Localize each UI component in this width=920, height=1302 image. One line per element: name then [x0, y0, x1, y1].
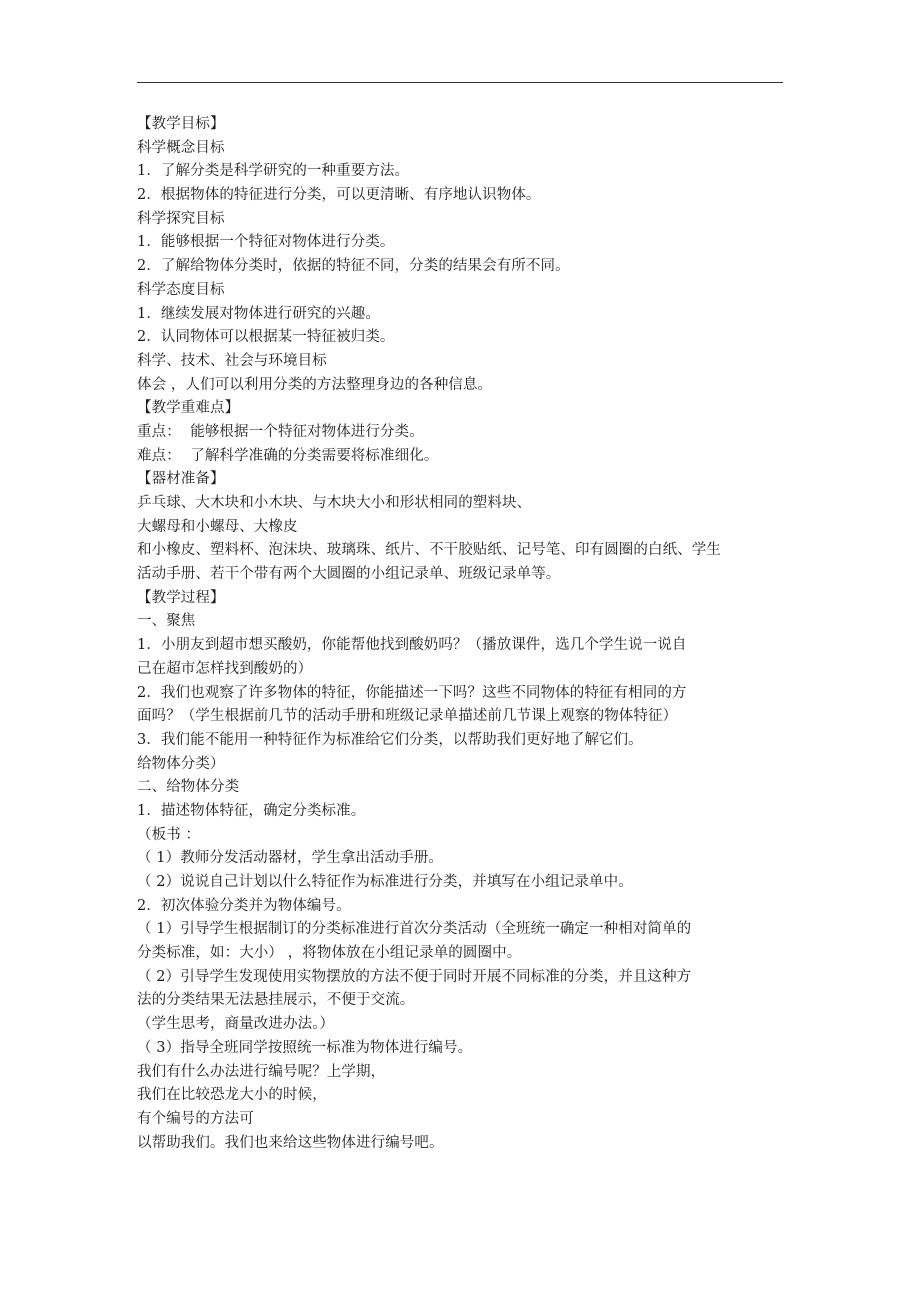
- text-line: 1．了解分类是科学研究的一种重要方法。: [137, 163, 410, 180]
- text-line: （ 1）引导学生根据制订的分类标准进行首次分类活动（全班统一确定一种相对简单的: [137, 921, 692, 938]
- text-line: 【教学目标】: [137, 116, 225, 132]
- text-line: 以帮助我们。我们也来给这些物体进行编号吧。: [137, 1134, 444, 1151]
- text-line: 一、聚焦: [137, 613, 196, 630]
- text-line: 和小橡皮、塑料杯、泡沫块、玻璃珠、纸片、不干胶贴纸、记号笔、印有圆圈的白纸、学生: [137, 542, 721, 559]
- text-line: 2．认同物体可以根据某一特征被归类。: [137, 329, 395, 346]
- text-line: 1．继续发展对物体进行研究的兴趣。: [137, 305, 380, 322]
- header-rule: [137, 82, 783, 83]
- text-line: 大螺母和小螺母、大橡皮: [137, 518, 298, 535]
- text-line: 1．小朋友到超市想买酸奶，你能帮他找到酸奶吗？（播放课件，选几个学生说一说自: [137, 637, 687, 654]
- text-line: 3．我们能不能用一种特征作为标准给它们分类，以帮助我们更好地了解它们。: [137, 731, 643, 748]
- text-line: 2．初次体验分类并为物体编号。: [137, 897, 351, 914]
- text-line: 【教学过程】: [137, 589, 225, 606]
- text-line: 2．我们也观察了许多物体的特征，你能描述一下吗？这些不同物体的特征有相同的方: [137, 684, 687, 701]
- text-line: 有个编号的方法可: [137, 1110, 254, 1127]
- text-line: 面吗？（学生根据前几节的活动手册和班级记录单描述前几节课上观察的物体特征）: [137, 708, 678, 725]
- document-body: [137, 113, 787, 1155]
- text-line: 我们在比较恐龙大小的时候，: [137, 1087, 327, 1104]
- text-line: 科学、技术、社会与环境目标: [137, 352, 327, 369]
- text-line: 【器材准备】: [137, 471, 225, 488]
- text-line: 难点： 了解科学准确的分类需要将标准细化。: [137, 447, 439, 464]
- text-line: （ 1）教师分发活动器材，学生拿出活动手册。: [137, 850, 444, 867]
- text-line: 科学探究目标: [137, 210, 225, 227]
- text-line: （ 2）说说自己计划以什么特征作为标准进行分类，并填写在小组记录单中。: [137, 874, 633, 890]
- text-line: 2．根据物体的特征进行分类，可以更清晰、有序地认识物体。: [137, 187, 541, 204]
- text-line: 乒乓球、大木块和小木块、与木块大小和形状相同的塑料块、: [137, 495, 532, 511]
- text-line: 科学态度目标: [137, 281, 225, 298]
- text-line: 【教学重难点】: [137, 400, 240, 417]
- text-line: 己在超市怎样找到酸奶的）: [137, 660, 313, 677]
- text-line: 体会 ，人们可以利用分类的方法整理身边的各种信息。: [137, 376, 493, 393]
- text-line: （ 2）引导学生发现使用实物摆放的方法不便于同时开展不同标准的分类，并且这种方: [137, 968, 692, 985]
- text-line: （学生思考，商量改进办法。）: [137, 1016, 335, 1033]
- text-line: 活动手册、若干个带有两个大圆圈的小组记录单、班级记录单等。: [137, 566, 561, 583]
- text-line: 重点： 能够根据一个特征对物体进行分类。: [137, 423, 424, 440]
- text-line: 分类标准，如：大小） ，将物体放在小组记录单的圆圈中。: [137, 945, 522, 962]
- text-line: （板书 ：: [137, 826, 201, 843]
- text-line: 1．描述物体特征，确定分类标准。: [137, 802, 366, 819]
- text-line: 给物体分类）: [137, 755, 225, 772]
- text-line: 法的分类结果无法悬挂展示，不便于交流。: [137, 992, 415, 1009]
- text-line: （ 3）指导全班同学按照统一标准为物体进行编号。: [137, 1039, 473, 1056]
- text-line: 二、给物体分类: [137, 779, 240, 796]
- text-line: 科学概念目标: [137, 139, 225, 156]
- text-line: 1．能够根据一个特征对物体进行分类。: [137, 234, 395, 251]
- text-line: 2．了解给物体分类时，依据的特征不同，分类的结果会有所不同。: [137, 258, 570, 275]
- text-line: 我们有什么办法进行编号呢？上学期，: [137, 1063, 386, 1080]
